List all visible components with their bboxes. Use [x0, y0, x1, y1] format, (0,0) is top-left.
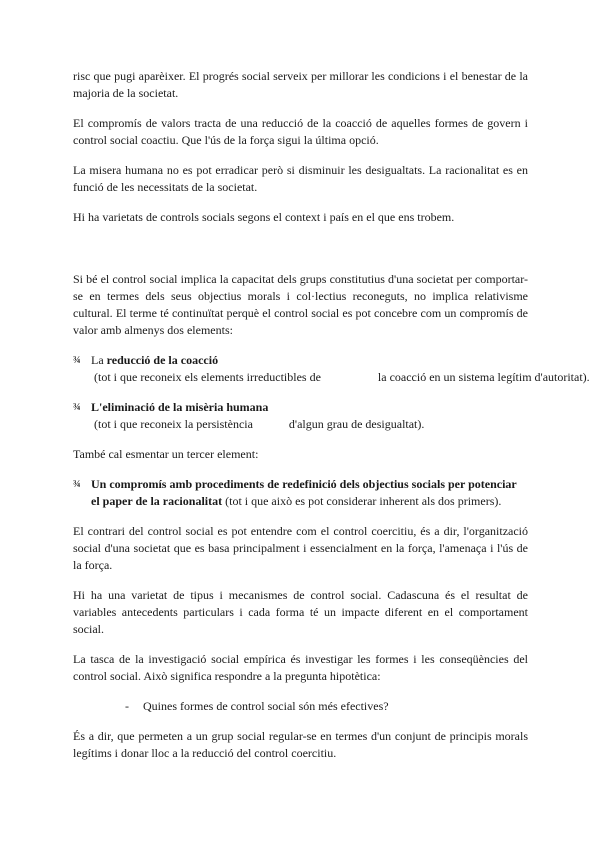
dash-item-text: Quines formes de control social són més efectives? — [143, 699, 389, 713]
paragraph-empirical-research: La tasca de la investigació social empírica és investigar les formes i les conseqüències del control social. Això significa respondre a la pregunta hipotètica: — [73, 652, 528, 683]
paragraph-progress: risc que pugi aparèixer. El progrés social serveix per millorar les condicions i el benestar de la majoria de la societat. — [73, 69, 528, 100]
bullet-item — [73, 399, 528, 433]
dash-list-item — [73, 698, 528, 715]
paragraph-coercive-control: El contrari del control social es pot entendre com el control coercitiu, és a dir, l'organització social d'una societat que es basa principalment i essencialment en la força, l'amenaça i l'ús de la força. — [73, 524, 528, 572]
bullet-bold-text: Un compromís amb procediments de redefinició dels objectius socials per potenciar el paper de la racionalitat — [91, 477, 517, 508]
paragraph-social-control: Si bé el control social implica la capacitat dels grups constitutius d'una societat per comportar-se en termes dels seus objectius morals i col·lectius reconeguts, no implica relativisme cultural. El terme té continuïtat perquè el control social es pot concebre com un compromís de valor amb almenys dos elements: — [73, 272, 528, 337]
bullet-bold-text: L'eliminació de la misèria humana — [91, 400, 269, 414]
bullet-text: (tot i que reconeix la persistència d'algun grau de desigualtat). — [91, 417, 425, 431]
bullet-mark: ¾ — [73, 355, 81, 366]
bullet-mark: ¾ — [73, 402, 81, 413]
bullet-item — [73, 352, 590, 386]
bullet-text: (tot i que reconeix els elements irreductibles de la coacció en un sistema legítim d'autoritat). — [91, 370, 590, 384]
bullet-prefix: La — [91, 353, 107, 367]
bullet-item — [73, 476, 528, 510]
bullet-bold-text: reducció de la coacció — [106, 353, 219, 367]
bullet-text: (tot i que això es pot considerar inherent als dos primers). — [222, 494, 502, 508]
document-page — [73, 68, 590, 762]
paragraph-human-misery: La misera humana no es pot erradicar però si disminuir les desigualtats. La racionalitat es en funció de les necessitats de la societat. — [73, 163, 528, 194]
paragraph-varieties: Hi ha varietats de controls socials segons el context i país en el que ens trobem. — [73, 210, 455, 224]
paragraph-value-commitment: El compromís de valors tracta de una reducció de la coacció de aquelles formes de govern i control social coactiu. Que l'ús de la força sigui la última opció. — [73, 116, 528, 147]
paragraph-third-element: També cal esmentar un tercer element: — [73, 447, 259, 461]
bullet-mark: ¾ — [73, 479, 81, 490]
paragraph-mechanisms: Hi ha una varietat de tipus i mecanismes de control social. Cadascuna és el resultat de variables antecedents particulars i cada forma té un impacte diferent en el comportament social. — [73, 588, 528, 636]
dash-mark: - — [125, 699, 129, 713]
paragraph-conclusion: És a dir, que permeten a un grup social regular-se en termes d'un conjunt de principis morals legítims i donar lloc a la reducció del control coercitiu. — [73, 729, 528, 760]
